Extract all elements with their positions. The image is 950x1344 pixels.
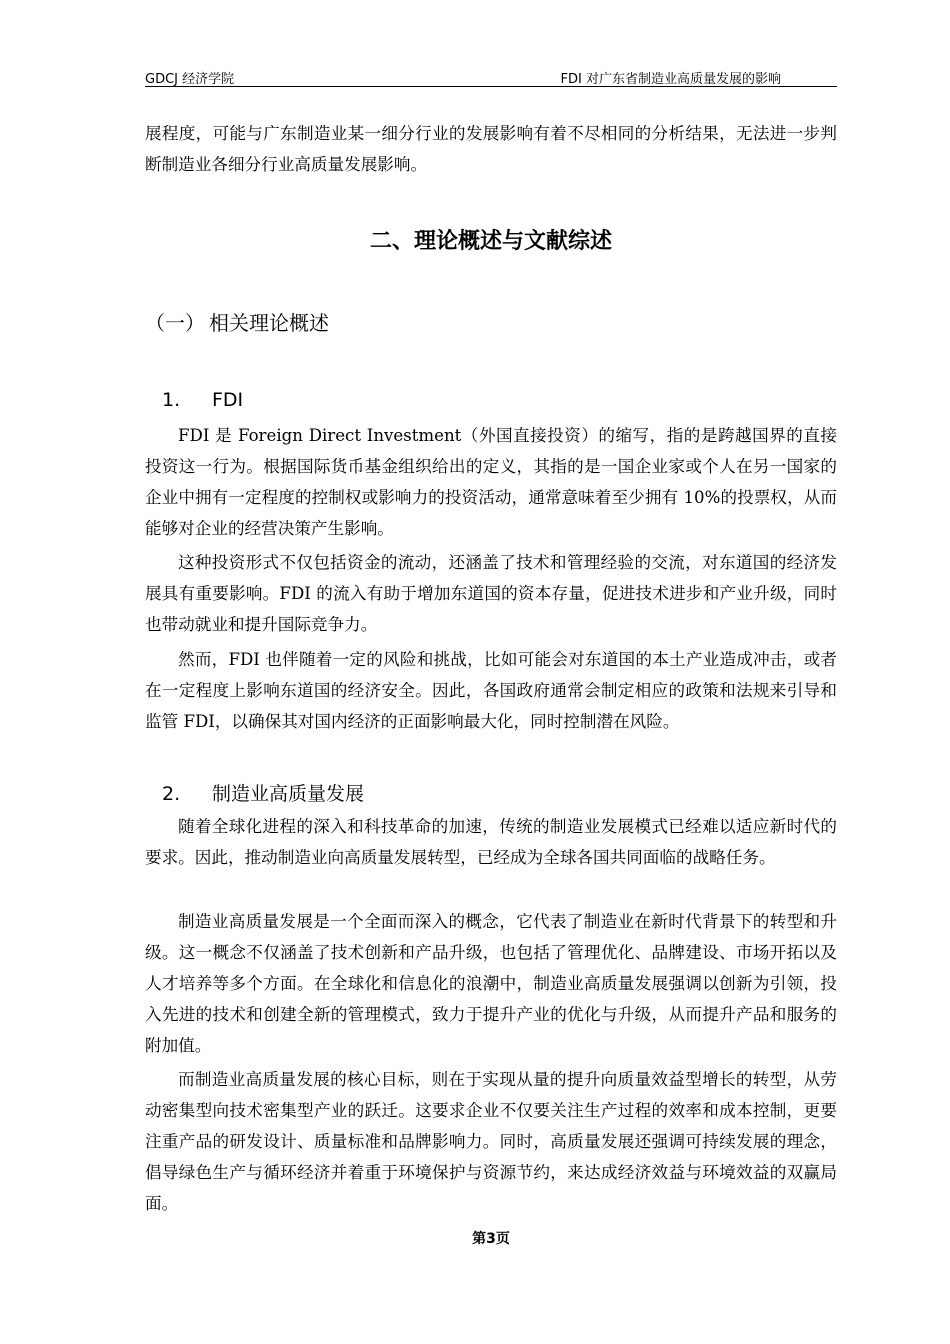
subsection-1-number: 1. <box>162 389 181 411</box>
manufacturing-paragraph-3: 而制造业高质量发展的核心目标，则在于实现从量的提升向质量效益型增长的转型，从劳动密集型向技术密集型产业的跃迁。这要求企业不仅要关注生产过程的效率和成本控制，更要注重产品的研发设计、质量标准和品牌影响力。同时，高质量发展还强调可持续发展的理念，倡导绿色生产与循环经济并着重于环境保护与资源节约，来达成经济效益与环境效益的双赢局面。 <box>145 1070 837 1213</box>
page-number: 第3页 <box>472 1231 510 1247</box>
section-number: （一） <box>145 311 205 335</box>
header-left: GDCJ 经济学院 <box>145 72 235 87</box>
subsection-2-title: 制造业高质量发展 <box>212 783 365 805</box>
section-title: 相关理论概述 <box>209 311 329 335</box>
header-right: FDI 对广东省制造业高质量发展的影响 <box>560 72 781 87</box>
subsection-2-number: 2. <box>162 783 181 805</box>
intro-paragraph: 展程度，可能与广东制造业某一细分行业的发展影响有着不尽相同的分析结果，无法进一步判断制造业各细分行业高质量发展影响。 <box>145 124 837 174</box>
subsection-1-title: FDI <box>212 389 244 411</box>
fdi-paragraph-1: FDI 是 Foreign Direct Investment（外国直接投资）的缩写，指的是跨越国界的直接投资这一行为。根据国际货币基金组织给出的定义，其指的是一国企业家或个人在另一国家的企业中拥有一定程度的控制权或影响力的投资活动，通常意味着至少拥有 10%的投票权，从而能够对企业的经营决策产生影响。 <box>145 426 837 538</box>
page-header <box>145 66 837 87</box>
subsection-1-heading <box>162 389 243 411</box>
manufacturing-paragraph-1: 随着全球化进程的深入和科技革命的加速，传统的制造业发展模式已经难以适应新时代的要求。因此，推动制造业向高质量发展转型，已经成为全球各国共同面临的战略任务。 <box>145 817 837 867</box>
fdi-paragraph-2: 这种投资形式不仅包括资金的流动，还涵盖了技术和管理经验的交流，对东道国的经济发展具有重要影响。FDI 的流入有助于增加东道国的资本存量，促进技术进步和产业升级，同时也带动就业和提升国际竞争力。 <box>145 553 837 634</box>
section-heading <box>145 307 329 336</box>
manufacturing-paragraph-2: 制造业高质量发展是一个全面而深入的概念，它代表了制造业在新时代背景下的转型和升级。这一概念不仅涵盖了技术创新和产品升级，也包括了管理优化、品牌建设、市场开拓以及人才培养等多个方面。在全球化和信息化的浪潮中，制造业高质量发展强调以创新为引领，投入先进的技术和创建全新的管理模式，致力于提升产业的优化与升级，从而提升产品和服务的附加值。 <box>145 912 837 1055</box>
chapter-title: 二、理论概述与文献综述 <box>369 229 612 254</box>
fdi-paragraph-3: 然而，FDI 也伴随着一定的风险和挑战，比如可能会对东道国的本土产业造成冲击，或者在一定程度上影响东道国的经济安全。因此，各国政府通常会制定相应的政策和法规来引导和监管 FDI，以确保其对国内经济的正面影响最大化，同时控制潜在风险。 <box>145 650 837 731</box>
subsection-2-heading <box>162 779 364 806</box>
